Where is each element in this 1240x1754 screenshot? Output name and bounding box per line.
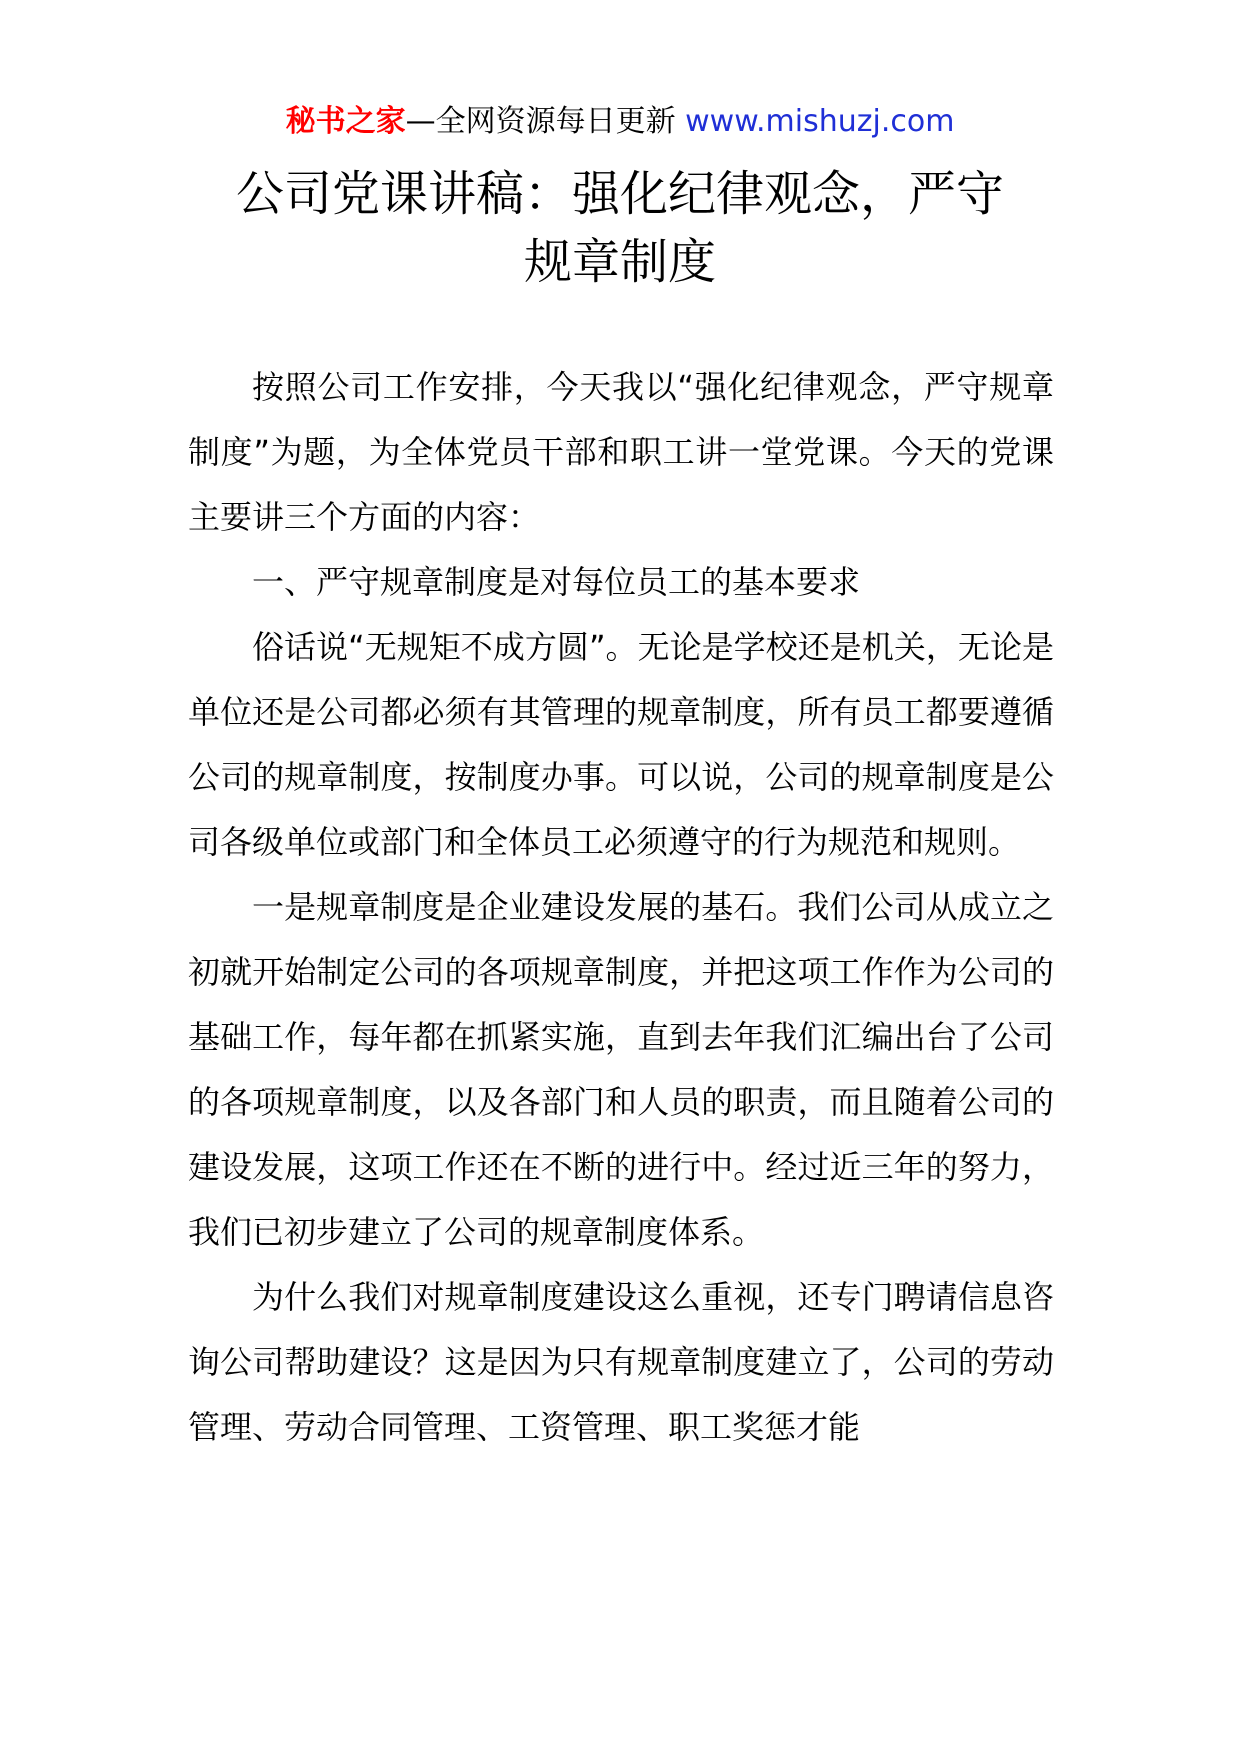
paragraph-intro: 按照公司工作安排，今天我以“强化纪律观念，严守规章制度”为题，为全体党员干部和职工讲一堂党课。今天的党课主要讲三个方面的内容： xyxy=(188,368,1054,536)
site-url-link[interactable]: www.mishuzj.com xyxy=(685,104,955,139)
paragraph-why: 为什么我们对规章制度建设这么重视，还专门聘请信息咨询公司帮助建设？这是因为只有规章制度建立了，公司的劳动管理、劳动合同管理、工资管理、职工奖惩才能 xyxy=(188,1278,1054,1446)
site-header xyxy=(0,100,1240,144)
title-line-1: 公司党课讲稿：强化纪律观念，严守 xyxy=(235,166,1004,222)
title-line-2: 规章制度 xyxy=(523,234,716,290)
section-heading-1: 一、严守规章制度是对每位员工的基本要求 xyxy=(252,563,861,601)
document-title xyxy=(0,160,1240,296)
site-slogan: —全网资源每日更新 xyxy=(405,104,686,139)
document-body xyxy=(188,355,1054,1460)
paragraph-point-1: 一是规章制度是企业建设发展的基石。我们公司从成立之初就开始制定公司的各项规章制度，并把这项工作作为公司的基础工作，每年都在抓紧实施，直到去年我们汇编出台了公司的各项规章制度，以及各部门和人员的职责，而且随着公司的建设发展，这项工作还在不断的进行中。经过近三年的努力，我们已初步建立了公司的规章制度体系。 xyxy=(188,888,1054,1251)
paragraph-proverb: 俗话说“无规矩不成方圆”。无论是学校还是机关，无论是单位还是公司都必须有其管理的规章制度，所有员工都要遵循公司的规章制度，按制度办事。可以说，公司的规章制度是公司各级单位或部门和全体员工必须遵守的行为规范和规则。 xyxy=(188,628,1054,861)
site-brand: 秘书之家 xyxy=(285,104,406,139)
